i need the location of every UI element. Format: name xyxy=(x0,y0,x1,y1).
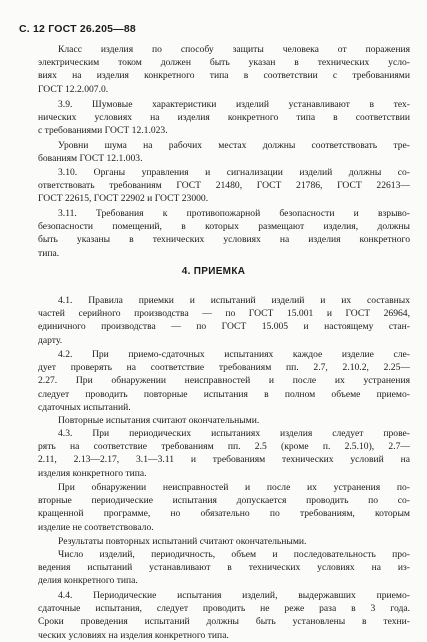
paragraph xyxy=(38,589,410,642)
paragraph xyxy=(38,481,410,534)
paragraph xyxy=(38,207,410,260)
paragraph xyxy=(38,294,410,347)
text-line: бованиям ГОСТ 12.1.003. xyxy=(38,153,143,165)
text-line: 4.3. При периодических испытаниях изделия следует прове- xyxy=(58,428,410,439)
text-line: типа. xyxy=(38,247,60,259)
text-line: 3.9. Шумовые характеристики изделий устанавливают в тех- xyxy=(58,99,410,110)
text-line: Число изделий, периодичность, объем и последовательность про- xyxy=(58,549,410,560)
text-line: дует проверять на соответствие требованиям пп. 2.7, 2.10.2, 2.25— xyxy=(38,362,410,374)
text-line: Класс изделия по способу защиты человека от поражения xyxy=(58,44,410,55)
text-line: 2.27. При обнаружении неисправностей и после их устранения xyxy=(38,375,410,387)
text-line: изделие не соответствовало. xyxy=(38,521,154,533)
text-line: 4.1. Правила приемки и испытаний изделий и их составных xyxy=(58,295,410,306)
paragraph xyxy=(38,427,410,480)
paragraph xyxy=(38,139,410,165)
text-line: виях на изделия конкретного типа в соответствии с требованиями xyxy=(38,70,410,82)
paragraph xyxy=(38,98,410,138)
text-line: 4.4. Периодические испытания изделий, выдержавших приемо- xyxy=(58,590,410,601)
paragraph xyxy=(38,548,410,588)
text-line: 3.10. Органы управления и сигнализации изделий должны со- xyxy=(58,167,410,178)
paragraph xyxy=(38,535,410,548)
text-line: сдаточные испытания, следует проводить не реже раза в 3 года. xyxy=(38,603,410,615)
text-line: рять на соответствие требованиям пп. 2.5 (кроме п. 2.5.10), 2.7— xyxy=(38,441,410,453)
text-line: 4.2. При приемо-сдаточных испытаниях каждое изделие сле- xyxy=(58,349,410,360)
text-line: следует проводить повторные испытания в полном объеме приемо- xyxy=(38,388,410,400)
text-line: с требованиями ГОСТ 12.1.023. xyxy=(38,125,168,137)
text-line: Повторные испытания считают окончательными. xyxy=(58,415,260,426)
text-line: ведения испытаний устанавливают в технических условиях на из- xyxy=(38,562,410,574)
text-line: ческих условиях на изделия конкретного типа. xyxy=(38,629,229,641)
text-line: Сроки проведения испытаний должны быть установлены в техни- xyxy=(38,616,410,628)
text-line: ответствовать требованиям ГОСТ 21480, ГОСТ 21786, ГОСТ 22613— xyxy=(38,180,410,192)
text-line: изделия конкретного типа. xyxy=(38,467,147,479)
paragraph xyxy=(38,348,410,414)
text-line: быть указаны в технических условиях на изделия конкретного xyxy=(38,234,410,246)
text-line: 3.11. Требования к противопожарной безопасности и взрыво- xyxy=(58,208,410,219)
text-line: кращенной программе, но обязательно по требованиям, которым xyxy=(38,508,410,520)
paragraph xyxy=(38,166,410,206)
text-line: нических условиях на изделия конкретного типа в соответствии xyxy=(38,112,410,124)
text-line: При обнаружении неисправностей и после их устранения по- xyxy=(58,482,410,493)
text-line: ГОСТ 22615, ГОСТ 22902 и ГОСТ 23000. xyxy=(38,193,209,205)
text-line: 2.11, 2.13—2.17, 3.1—3.11 и требованиям технических условий на xyxy=(38,454,410,466)
text-line: электрическим током должен быть указан в технических усло- xyxy=(38,57,410,69)
paragraph xyxy=(38,43,410,96)
text-line: вторные периодические испытания допускается проводить по со- xyxy=(38,495,410,507)
paragraph xyxy=(38,414,410,427)
text-line: безопасности помещений, в которых размещают изделия, должны xyxy=(38,221,410,233)
page-header: С. 12 ГОСТ 26.205—88 xyxy=(19,23,136,35)
text-line: сдаточных испытаний. xyxy=(38,401,131,413)
text-line: Результаты повторных испытаний считают окончательными. xyxy=(58,536,307,547)
section-title: 4. ПРИЕМКА xyxy=(181,266,246,277)
text-line: единичного производства — по ГОСТ 15.005 и настоящему стан- xyxy=(38,321,410,333)
text-line: частей серийного производства — по ГОСТ 15.001 и ГОСТ 26964, xyxy=(38,308,410,320)
text-line: ГОСТ 12.2.007.0. xyxy=(38,83,109,95)
text-line: делия конкретного типа. xyxy=(38,575,138,587)
text-line: Уровни шума на рабочих местах должны соответствовать тре- xyxy=(58,140,410,151)
text-line: дарту. xyxy=(38,334,63,346)
